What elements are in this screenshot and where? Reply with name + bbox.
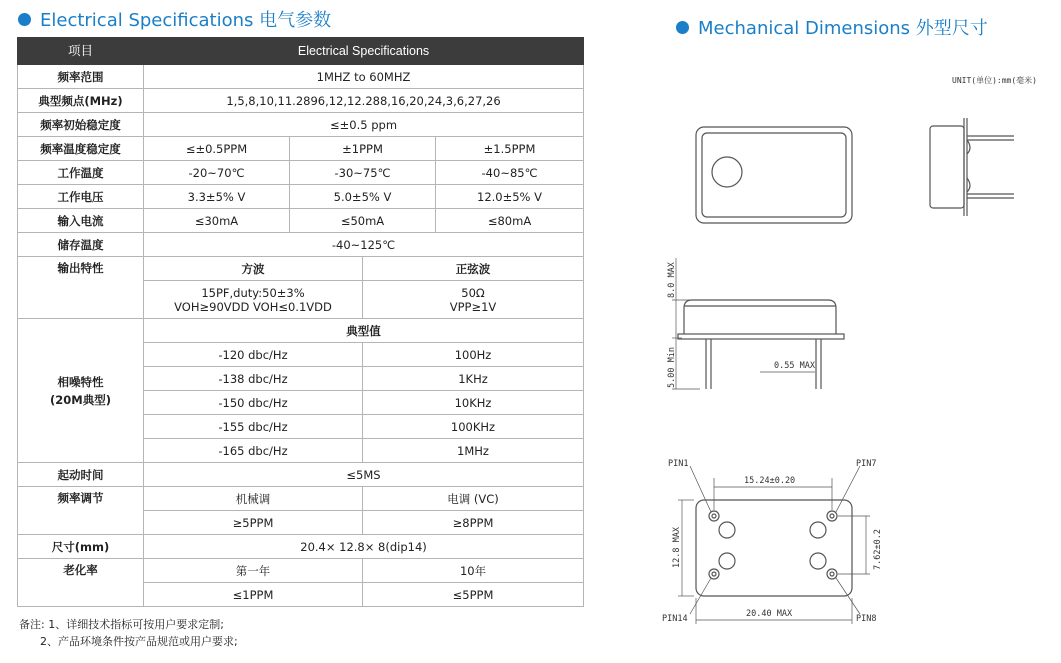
row-label: 输入电流 — [18, 209, 144, 233]
tuning-mech-value: ≥5PPM — [144, 511, 363, 535]
front-view — [672, 258, 844, 389]
output-sine-line1: 50Ω — [461, 285, 485, 300]
row-label: 工作电压 — [18, 185, 144, 209]
row-value: 12.0±5% V — [436, 185, 584, 209]
row-label: 频率范围 — [18, 65, 144, 89]
note-line: 2、产品环境条件按产品规范或用户要求; — [19, 635, 238, 648]
phase-noise-typical-header: 典型值 — [144, 319, 584, 343]
row-label: 输出特性 — [18, 257, 144, 319]
bottom-view — [678, 466, 870, 624]
row-value: ≤±0.5PPM — [144, 137, 290, 161]
phase-noise-level: -165 dbc/Hz — [144, 439, 363, 463]
side-view — [930, 118, 1014, 216]
pin8-label: PIN8 — [856, 614, 877, 624]
row-label: 起动时间 — [18, 463, 144, 487]
phase-noise-label-line2: (20M典型) — [50, 392, 111, 407]
tuning-elec-value: ≥8PPM — [363, 511, 584, 535]
row-value: 3.3±5% V — [144, 185, 290, 209]
row-value: -30~75℃ — [290, 161, 436, 185]
output-sine-line2: VPP≥1V — [449, 299, 497, 314]
phase-noise-offset: 100KHz — [363, 415, 584, 439]
pitch-y-label: 7.62±0.2 — [873, 529, 883, 570]
phase-noise-offset: 1MHz — [363, 439, 584, 463]
row-value: -40~125℃ — [144, 233, 584, 257]
output-sine-header: 正弦波 — [363, 257, 584, 281]
top-view — [696, 127, 852, 223]
tuning-mech-header: 机械调 — [144, 487, 363, 511]
row-value: 1,5,8,10,11.2896,12,12.288,16,20,24,3,6,27,26 — [144, 89, 584, 113]
pin-diameter-label: 0.55 MAX — [774, 361, 815, 371]
aging-year10-header: 10年 — [363, 559, 584, 583]
row-label: 工作温度 — [18, 161, 144, 185]
header-spec: Electrical Specifications — [144, 38, 584, 65]
output-square-header: 方波 — [144, 257, 363, 281]
pin1-label: PIN1 — [668, 459, 689, 469]
row-value: 5.0±5% V — [290, 185, 436, 209]
row-value: 20.4× 12.8× 8(dip14) — [144, 535, 584, 559]
output-square-line1: 15PF,duty:50±3% — [201, 285, 305, 300]
row-value: ≤80mA — [436, 209, 584, 233]
phase-noise-level: -138 dbc/Hz — [144, 367, 363, 391]
row-label: 频率温度稳定度 — [18, 137, 144, 161]
row-value: ≤±0.5 ppm — [144, 113, 584, 137]
aging-year10-value: ≤5PPM — [363, 583, 584, 607]
phase-noise-level: -120 dbc/Hz — [144, 343, 363, 367]
row-label: 频率调节 — [18, 487, 144, 535]
pin-min-label: 5.00 Min — [667, 347, 677, 388]
row-value: -40~85℃ — [436, 161, 584, 185]
tuning-elec-header: 电调 (VC) — [363, 487, 584, 511]
row-value: ≤5MS — [144, 463, 584, 487]
row-value: 1MHZ to 60MHZ — [144, 65, 584, 89]
output-square-line2: VOH≥90VDD VOH≤0.1VDD — [174, 299, 332, 314]
aging-year1-value: ≤1PPM — [144, 583, 363, 607]
phase-noise-offset: 100Hz — [363, 343, 584, 367]
mechanical-dimensions-title: Mechanical Dimensions 外型尺寸 — [698, 18, 988, 39]
row-value: -20~70℃ — [144, 161, 290, 185]
row-value: ±1PPM — [290, 137, 436, 161]
length-max-label: 20.40 MAX — [746, 609, 793, 619]
phase-noise-level: -150 dbc/Hz — [144, 391, 363, 415]
row-value: ≤30mA — [144, 209, 290, 233]
header-item: 项目 — [18, 38, 144, 65]
pitch-x-label: 15.24±0.20 — [744, 476, 796, 486]
unit-label: UNIT(单位):mm(毫米) — [952, 76, 1037, 85]
phase-noise-level: -155 dbc/Hz — [144, 415, 363, 439]
phase-noise-offset: 10KHz — [363, 391, 584, 415]
pin14-label: PIN14 — [662, 614, 688, 624]
row-label: 典型频点(MHz) — [18, 89, 144, 113]
aging-year1-header: 第一年 — [144, 559, 363, 583]
row-value: ±1.5PPM — [436, 137, 584, 161]
width-max-label: 12.8 MAX — [672, 527, 682, 568]
row-label: 老化率 — [18, 559, 144, 607]
row-label: 储存温度 — [18, 233, 144, 257]
pin7-label: PIN7 — [856, 459, 877, 469]
note-line: 备注: 1、详细技术指标可按用户要求定制; — [19, 618, 224, 631]
height-max-label: 8.0 MAX — [667, 262, 677, 298]
electrical-specs-title: Electrical Specifications 电气参数 — [40, 10, 332, 31]
row-value: ≤50mA — [290, 209, 436, 233]
phase-noise-offset: 1KHz — [363, 367, 584, 391]
row-label: 频率初始稳定度 — [18, 113, 144, 137]
phase-noise-label-line1: 相噪特性 — [57, 374, 104, 389]
row-label: 尺寸(mm) — [18, 535, 144, 559]
